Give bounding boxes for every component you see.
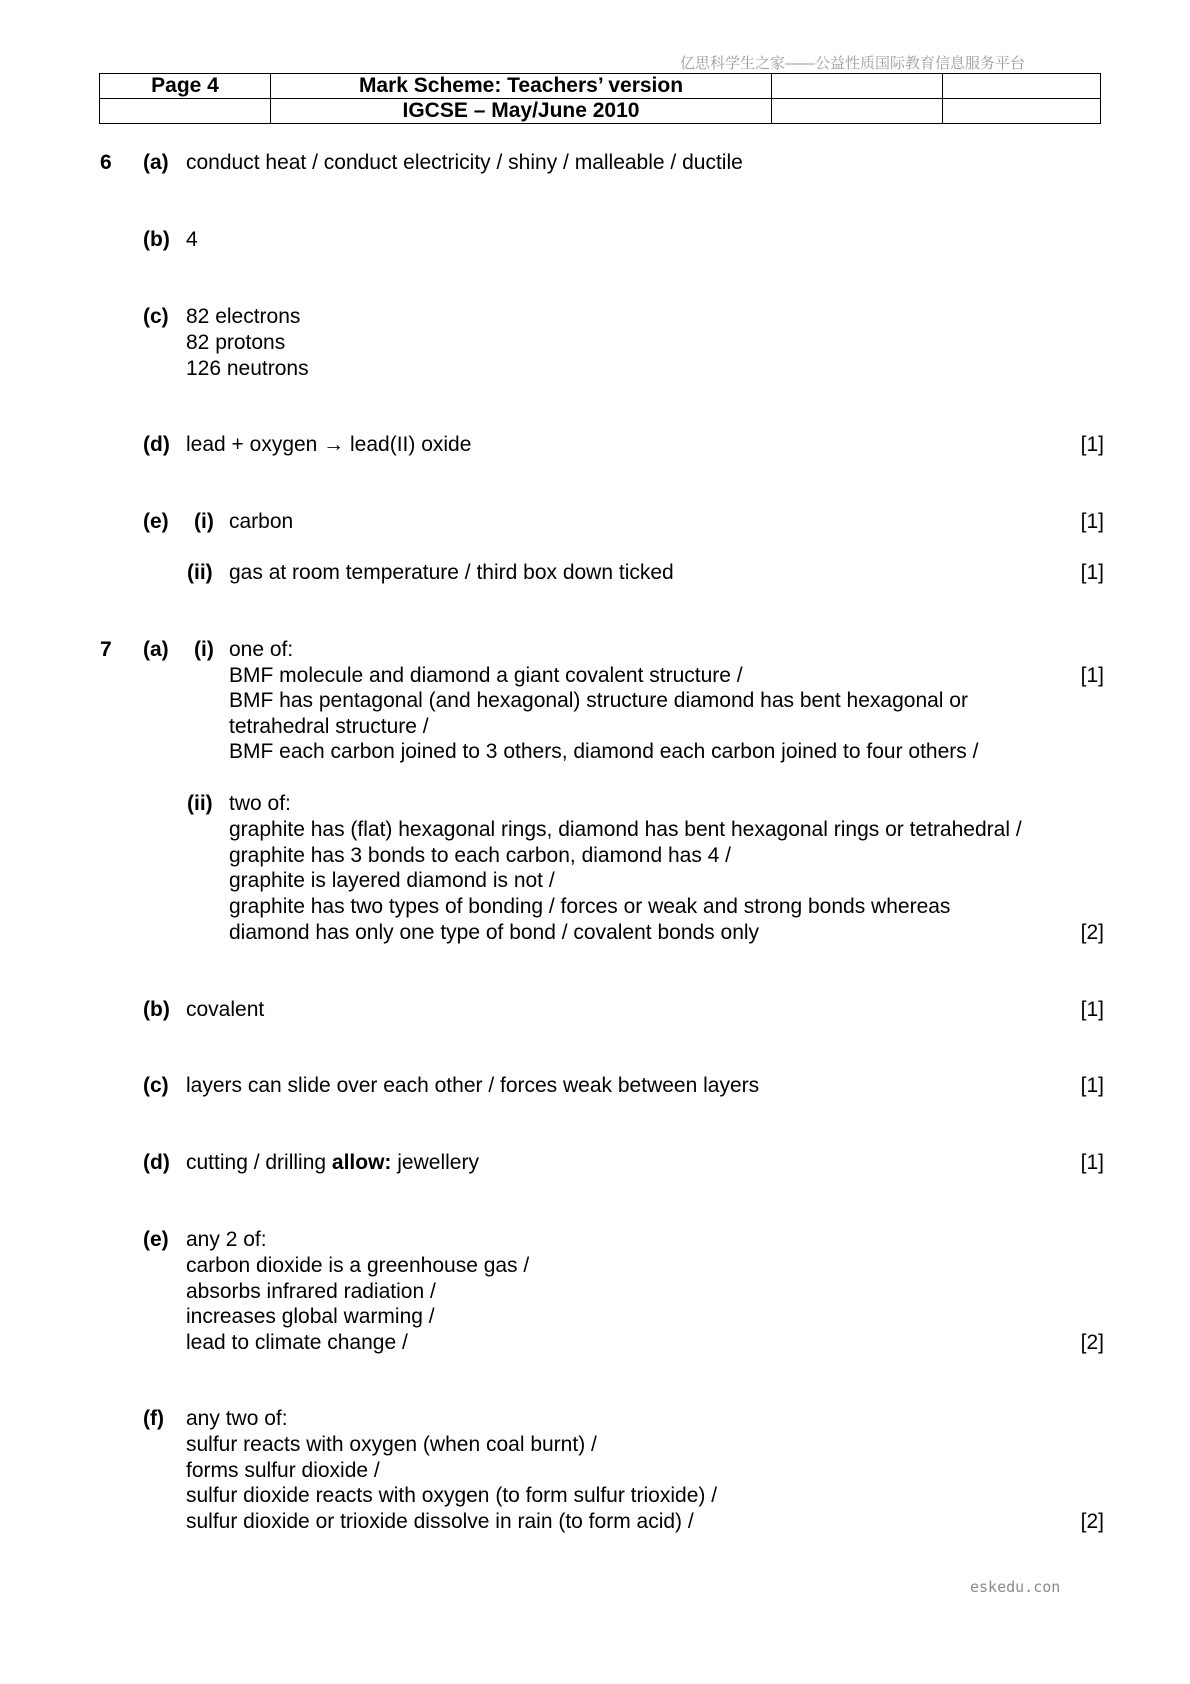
q7f-line: sulfur dioxide reacts with oxygen (to form sulfur trioxide) / [186, 1484, 718, 1507]
q7a-i-line: BMF molecule and diamond a giant covalent structure / [229, 664, 743, 687]
header-blank-1 [772, 74, 943, 99]
header-blank-3 [100, 99, 271, 124]
q7a-ii-line: graphite has (flat) hexagonal rings, diamond has bent hexagonal rings or tetrahedral / [229, 818, 1022, 841]
q7b-answer: covalent [186, 998, 265, 1021]
header-exam: IGCSE – May/June 2010 [271, 99, 772, 124]
q6c-line: 82 protons [186, 331, 286, 354]
q7a-ii-line: graphite is layered diamond is not / [229, 869, 555, 892]
q6e-label: (e) [143, 510, 169, 533]
q7e-line: any 2 of: [186, 1228, 267, 1251]
q7d-text-after: jewellery [391, 1151, 479, 1174]
q7a-i-line: tetrahedral structure / [229, 715, 429, 738]
q7e-line: lead to climate change / [186, 1331, 408, 1354]
q7e-line: absorbs infrared radiation / [186, 1280, 436, 1303]
watermark-bottom: eskedu.con [970, 1578, 1061, 1596]
header-blank-2 [943, 74, 1101, 99]
header-blank-5 [943, 99, 1101, 124]
q7a-i-line: BMF each carbon joined to 3 others, diamond each carbon joined to four others / [229, 740, 979, 763]
q7a-ii-label: (ii) [187, 792, 213, 815]
header-table [99, 73, 1101, 124]
q7a-i-line: one of: [229, 638, 294, 661]
q7c-mark: [1] [1080, 1074, 1104, 1097]
q7a-ii-line: graphite has 3 bonds to each carbon, diamond has 4 / [229, 844, 732, 867]
q7a-ii-line: diamond has only one type of bond / covalent bonds only [229, 921, 760, 944]
q7d-text-before: cutting / drilling [186, 1151, 332, 1174]
q7d-label: (d) [143, 1151, 170, 1174]
q7a-i-line: BMF has pentagonal (and hexagonal) structure diamond has bent hexagonal or [229, 689, 968, 712]
q7e-line: increases global warming / [186, 1305, 435, 1328]
q7d-answer [186, 1150, 479, 1175]
q7f-line: any two of: [186, 1407, 288, 1430]
q6b-label: (b) [143, 228, 170, 251]
q6e-ii-label: (ii) [187, 561, 213, 584]
q6e-i-answer: carbon [229, 510, 294, 533]
q7e-mark: [2] [1080, 1331, 1104, 1354]
q7c-label: (c) [143, 1074, 169, 1097]
q6a-answer: conduct heat / conduct electricity / shiny / malleable / ductile [186, 151, 743, 174]
q7e-label: (e) [143, 1228, 169, 1251]
q6d-label: (d) [143, 433, 170, 456]
q7a-ii-line: graphite has two types of bonding / forces or weak and strong bonds whereas [229, 895, 951, 918]
q7f-line: sulfur reacts with oxygen (when coal burnt) / [186, 1433, 597, 1456]
q7b-label: (b) [143, 998, 170, 1021]
header-page: Page 4 [100, 74, 271, 99]
q7f-line: forms sulfur dioxide / [186, 1459, 380, 1482]
q7a-ii-mark: [2] [1080, 921, 1104, 944]
q6d-mark: [1] [1080, 433, 1104, 456]
q7b-mark: [1] [1080, 998, 1104, 1021]
q6e-i-label: (i) [194, 510, 214, 533]
q7f-mark: [2] [1080, 1510, 1104, 1533]
q7a-i-label: (i) [194, 638, 214, 661]
q6c-line: 126 neutrons [186, 357, 309, 380]
q6d-answer: lead + oxygen → lead(II) oxide [186, 433, 472, 456]
q6b-answer: 4 [186, 228, 198, 251]
q6c-line: 82 electrons [186, 305, 301, 328]
q7-number: 7 [100, 638, 112, 661]
q7a-i-mark: [1] [1080, 664, 1104, 687]
q7c-answer: layers can slide over each other / forces weak between layers [186, 1074, 760, 1097]
q7f-line: sulfur dioxide or trioxide dissolve in rain (to form acid) / [186, 1510, 694, 1533]
q6e-i-mark: [1] [1080, 510, 1104, 533]
q6c-label: (c) [143, 305, 169, 328]
q6e-ii-answer: gas at room temperature / third box down ticked [229, 561, 674, 584]
q6a-label: (a) [143, 151, 169, 174]
header-title: Mark Scheme: Teachers’ version [271, 74, 772, 99]
q7d-allow: allow: [331, 1151, 392, 1174]
q7a-ii-line: two of: [229, 792, 291, 815]
header-blank-4 [772, 99, 943, 124]
watermark-top: 亿思科学生之家——公益性质国际教育信息服务平台 [680, 55, 1026, 72]
q6-number: 6 [100, 151, 112, 174]
q7f-label: (f) [143, 1407, 164, 1430]
q7a-label: (a) [143, 638, 169, 661]
q6e-ii-mark: [1] [1080, 561, 1104, 584]
q7e-line: carbon dioxide is a greenhouse gas / [186, 1254, 530, 1277]
q7d-mark: [1] [1080, 1151, 1104, 1174]
